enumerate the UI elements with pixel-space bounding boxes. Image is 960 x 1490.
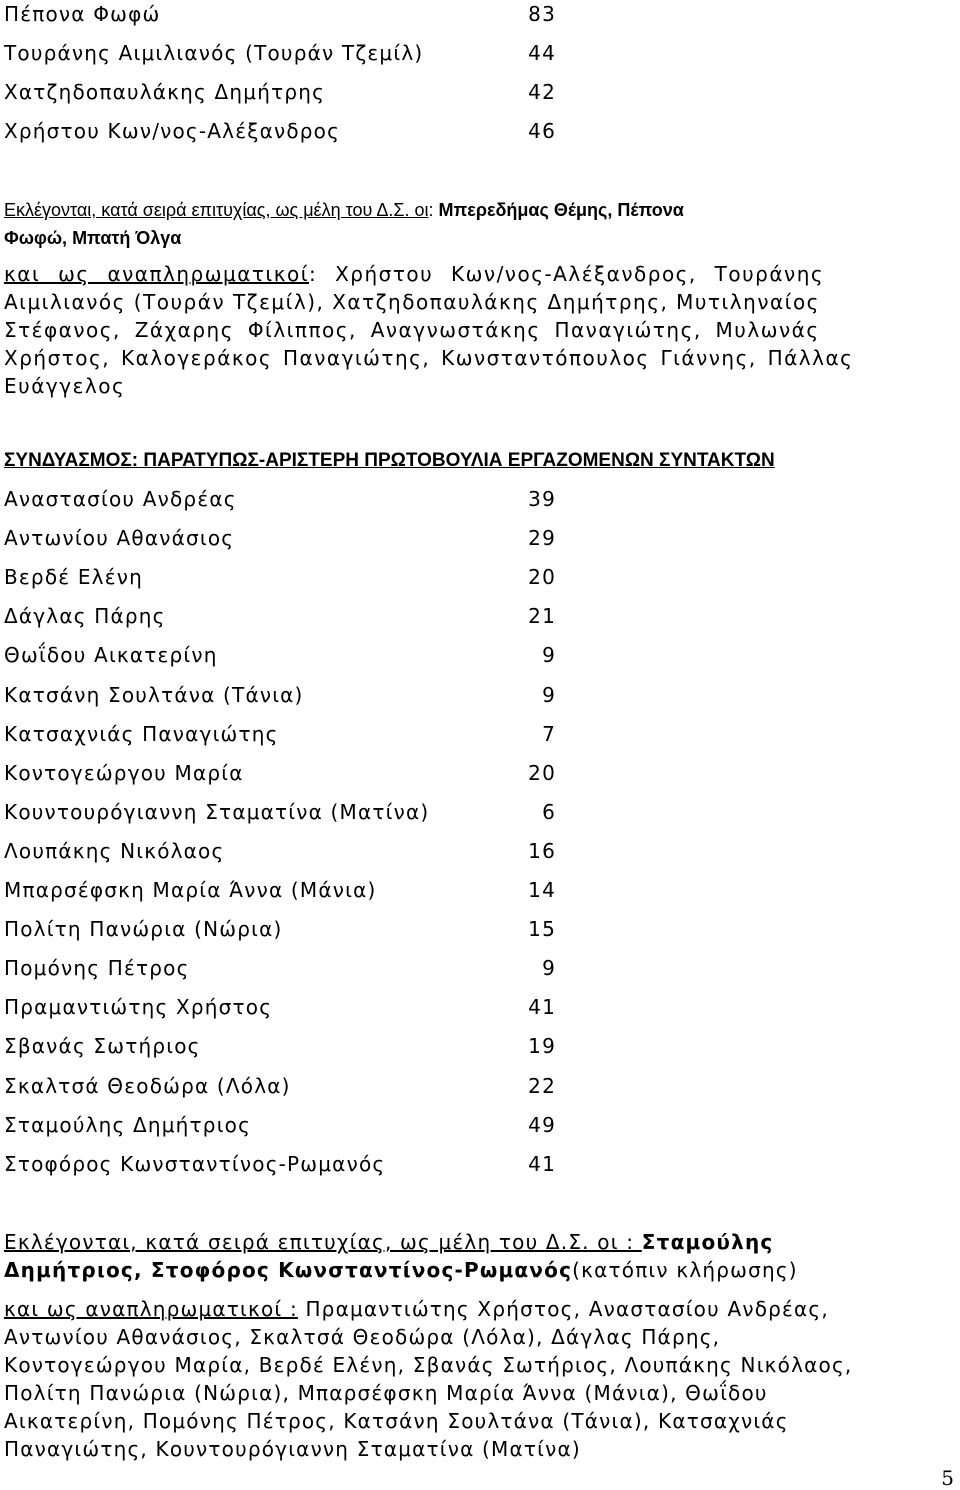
candidate-name: Σβανάς Σωτήριος (4, 1034, 201, 1059)
elected-colon: : (428, 200, 439, 220)
candidate-votes: 49 (528, 1112, 556, 1137)
alternates-text: Ευάγγελος (4, 374, 126, 398)
alternates-paragraph-1 (4, 260, 932, 400)
candidate-name: Κουντουρόγιαννη Σταματίνα (Ματίνα) (4, 799, 430, 824)
candidate-name: Στοφόρος Κωνσταντίνος-Ρωμανός (4, 1151, 386, 1176)
candidate-votes: 9 (542, 643, 556, 668)
elected-names-cont: Δημήτριος, Στοφόρος Κωνσταντίνος-Ρωμανός (4, 1258, 573, 1282)
alternates-text: Αιμιλιανός (Τουράν Τζεμίλ), Χατζηδοπαυλάκης Δημήτρης, Μυτιληναίος (4, 290, 820, 314)
alternates-text: : Χρήστου Κων/νος-Αλέξανδρος, Τουράνης (308, 262, 825, 286)
alternates-text: Πολίτη Πανώρια (Νώρια), Μπαρσέφσκη Μαρία Άννα (Μάνια), Θωΐδου (4, 1381, 768, 1405)
candidate-name: Χρήστου Κων/νος-Αλέξανδρος (4, 119, 341, 143)
candidate-votes: 9 (542, 956, 556, 981)
candidate-name: Μπαρσέφσκη Μαρία Άννα (Μάνια) (4, 878, 377, 902)
alternates-text: Παναγιώτης, Κουντουρόγιαννη Σταματίνα (Ματίνα) (4, 1437, 581, 1461)
alternates-intro: και ως αναπληρωματικοί (4, 262, 309, 286)
candidate-votes: 41 (528, 995, 556, 1020)
candidate-name: Σταμούλης Δημήτριος (4, 1112, 252, 1137)
elected-paragraph-2 (4, 1228, 932, 1284)
candidate-votes: 29 (528, 526, 556, 551)
elected-intro: Εκλέγονται, κατά σειρά επιτυχίας, ως μέλη του Δ.Σ. οι (4, 200, 429, 220)
alternates-text: Πραμαντιώτης Χρήστος, Αναστασίου Ανδρέας, (297, 1297, 829, 1321)
alternates-text: Κοντογεώργου Μαρία, Βερδέ Ελένη, Σβανάς Σωτήριος, Λουπάκης Νικόλαος, (4, 1353, 853, 1377)
alternates-paragraph-2 (4, 1295, 932, 1463)
candidate-name: Πομόνης Πέτρος (4, 956, 190, 981)
candidate-votes: 15 (528, 917, 556, 942)
candidate-votes: 20 (528, 760, 556, 785)
combination-heading (4, 450, 775, 472)
alternates-text: Αντωνίου Αθανάσιος, Σκαλτσά Θεοδώρα (Λόλα), Δάγλας Πάρης, (4, 1325, 721, 1349)
combination-prefix: ΣΥΝΔΥΑΣΜΟΣ: (4, 450, 139, 471)
elected-names-cont: Φωφώ, Μπατή Όλγα (4, 228, 182, 248)
candidate-name: Κατσάνη Σουλτάνα (Τάνια) (4, 682, 304, 707)
candidate-name: Αναστασίου Ανδρέας (4, 487, 237, 511)
candidate-votes: 42 (528, 80, 556, 104)
candidate-name: Πολίτη Πανώρια (Νώρια) (4, 917, 283, 942)
candidate-name: Κοντογεώργου Μαρία (4, 760, 244, 785)
candidate-votes: 39 (528, 487, 556, 511)
candidate-votes: 20 (528, 565, 556, 590)
elected-names: Σταμούλης (641, 1230, 774, 1254)
candidate-votes: 21 (528, 604, 556, 629)
candidate-votes: 46 (528, 119, 556, 143)
candidate-name: Θωΐδου Αικατερίνη (4, 643, 218, 668)
elected-names: Μπερεδήμας Θέμης, Πέπονα (438, 200, 684, 220)
candidate-votes: 19 (528, 1034, 556, 1059)
candidate-votes: 44 (528, 41, 556, 65)
candidate-votes: 16 (528, 838, 556, 863)
candidate-votes: 41 (528, 1151, 556, 1176)
candidate-votes: 9 (542, 682, 556, 707)
candidate-name: Σκαλτσά Θεοδώρα (Λόλα) (4, 1073, 291, 1098)
alternates-text: Χρήστος, Καλογεράκος Παναγιώτης, Κωνσταντόπουλος Γιάννης, Πάλλας (4, 346, 854, 370)
candidate-name: Αντωνίου Αθανάσιος (4, 526, 235, 551)
candidate-name: Τουράνης Αιμιλιανός (Τουράν Τζεμίλ) (4, 41, 424, 65)
candidate-votes: 14 (528, 878, 556, 902)
elected-note: (κατόπιν κλήρωσης) (572, 1258, 798, 1282)
page-number: 5 (941, 1466, 954, 1490)
candidate-votes: 22 (528, 1073, 556, 1098)
elected-paragraph-1 (4, 196, 932, 252)
combination-title: ΠΑΡΑΤΥΠΩΣ-ΑΡΙΣΤΕΡΗ ΠΡΩΤΟΒΟΥΛΙΑ ΕΡΓΑΖΟΜΕΝΩΝ ΣΥΝΤΑΚΤΩΝ (143, 450, 775, 471)
alternates-text: Αικατερίνη, Πομόνης Πέτρος, Κατσάνη Σουλτάνα (Τάνια), Κατσαχνιάς (4, 1409, 789, 1433)
candidate-name: Λουπάκης Νικόλαος (4, 838, 225, 863)
candidate-name: Βερδέ Ελένη (4, 565, 143, 590)
candidate-name: Πραμαντιώτης Χρήστος (4, 995, 273, 1020)
alternates-text: Στέφανος, Ζάχαρης Φίλιππος, Αναγνωστάκης Παναγιώτης, Μυλωνάς (4, 318, 820, 342)
alternates-intro: και ως αναπληρωματικοί : (4, 1297, 298, 1321)
candidate-name: Πέπονα Φωφώ (4, 2, 161, 26)
candidate-votes: 6 (542, 799, 556, 824)
candidate-name: Δάγλας Πάρης (4, 604, 166, 629)
candidate-votes: 7 (542, 721, 556, 746)
candidate-name: Χατζηδοπαυλάκης Δημήτρης (4, 80, 326, 104)
elected-intro: Εκλέγονται, κατά σειρά επιτυχίας, ως μέλη του Δ.Σ. οι : (4, 1230, 642, 1254)
candidate-name: Κατσαχνιάς Παναγιώτης (4, 721, 279, 746)
candidate-votes: 83 (528, 2, 556, 26)
